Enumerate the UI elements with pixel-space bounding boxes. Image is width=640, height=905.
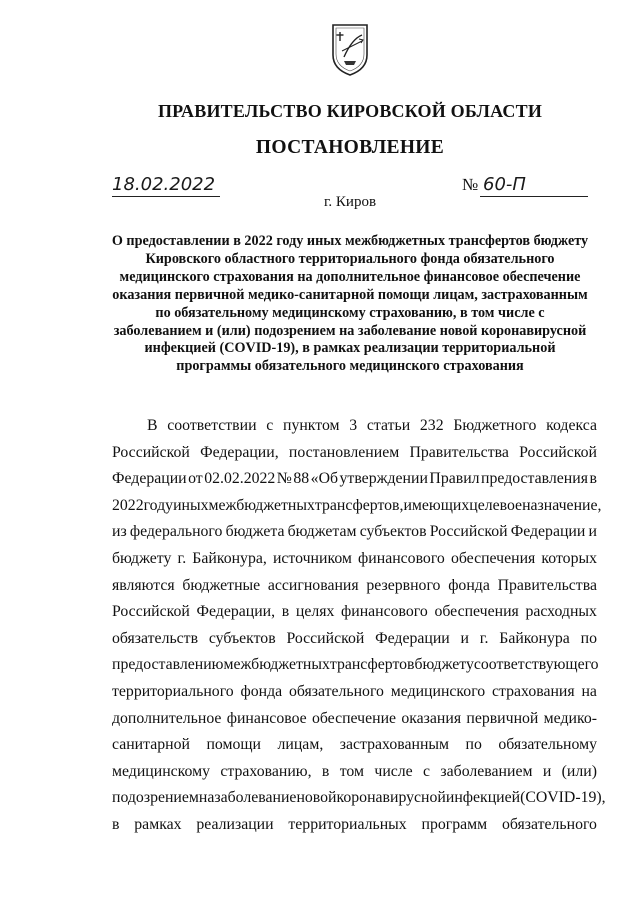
body-line: санитарной помощи лицам, застрахованным по обязательному	[112, 736, 597, 754]
document-date: 18.02.2022	[112, 174, 220, 197]
document-type: ПОСТАНОВЛЕНИЕ	[255, 137, 445, 158]
body-line: предоставлению межбюджетных трансфертов бюджету соответствующего	[112, 656, 599, 674]
city: г. Киров	[323, 194, 377, 210]
body-line: в рамках реализации территориальных программ обязательного	[112, 815, 597, 833]
body-line: Российской Федерации, в целях финансового обеспечения расходных	[112, 603, 597, 621]
document-body	[112, 413, 606, 839]
body-line: территориального фонда обязательного медицинского страхования на	[112, 682, 597, 700]
body-line: обязательств субъектов Российской Федерации и г. Байконура по	[112, 629, 597, 647]
document-title: О предоставлении в 2022 году иных межбюджетных трансфертов бюджету Кировского областного территориального фонда обязательного медицинского страхования на дополнительное финансовое обеспечение оказания первичной медико-санитарной помощи лицам, застрахованным по обязательному медицинскому страхованию, в том числе с заболеванием и (или) подозрением на заболевание новой коронавирусной инфекцией (COVID-19), в рамках реализации территориальной программы обязательного медицинского страхования	[111, 233, 589, 375]
document-number: 60-П	[480, 174, 588, 197]
number-label: №	[462, 175, 479, 194]
body-line: бюджету г. Байконура, источником финансового обеспечения которых	[112, 549, 597, 567]
organization-name: ПРАВИТЕЛЬСТВО КИРОВСКОЙ ОБЛАСТИ	[157, 101, 543, 121]
body-line: подозрением на заболевание новой коронавирусной инфекцией (COVID-19),	[112, 789, 606, 807]
body-line: медицинскому страхованию, в том числе с заболеванием и (или)	[112, 762, 597, 780]
body-line: Федерации от 02.02.2022 № 88 «Об утверждении Правил предоставления в	[112, 470, 597, 488]
body-line: 2022 году иных межбюджетных трансфертов, имеющих целевое назначение,	[112, 496, 602, 514]
body-line: дополнительное финансовое обеспечение оказания первичной медико-	[112, 709, 597, 727]
body-line: из федерального бюджета бюджетам субъектов Российской Федерации и	[112, 523, 597, 541]
body-line: Российской Федерации, постановлением Правительства Российской	[112, 443, 597, 461]
coat-of-arms-icon	[330, 21, 370, 77]
body-line: являются бюджетные ассигнования резервного фонда Правительства	[112, 576, 597, 594]
body-line: В соответствии с пунктом 3 статьи 232 Бюджетного кодекса	[147, 417, 597, 434]
